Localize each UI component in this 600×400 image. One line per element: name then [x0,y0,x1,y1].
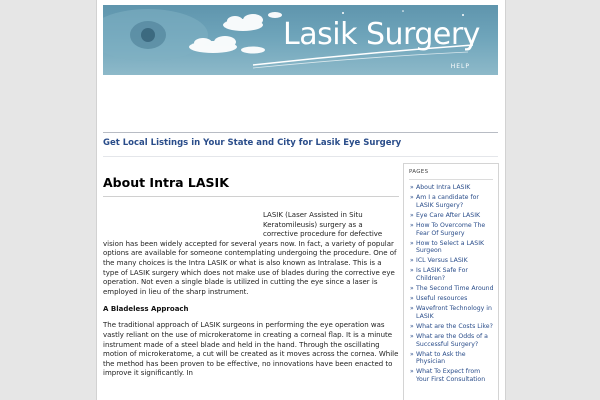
sidebar-item-label[interactable]: Am I a candidate for LASIK Surgery? [416,193,479,209]
sidebar-item-label[interactable]: ICL Versus LASIK [416,257,468,265]
sidebar-item[interactable] [410,351,494,367]
sidebar-item-label[interactable]: About Intra LASIK [416,184,471,191]
sidebar-item[interactable] [410,194,494,210]
sidebar-item-label[interactable]: What to Ask the Physician [416,350,466,366]
sidebar-item[interactable] [410,240,494,256]
bullet-icon: » [410,368,414,376]
sidebar-item[interactable] [410,222,494,238]
divider-top [103,132,498,133]
sidebar-item-label[interactable]: Wavefront Technology in LASIK [416,305,492,320]
page-container [96,0,506,400]
sidebar-heading: PAGES [409,169,429,175]
bullet-icon: » [410,184,414,191]
intro-paragraph: LASIK (Laser Assisted in Situ Keratomileusis) surgery as a corrective procedure for defective vision has been widely accepted for several years now. In fact, a variety of popular options are available for someone contemplating undergoing the procedure. One of the many choices is the Intra LASIK or what is also known as Intralase. This is a type of LASIK surgery which does not make use of blades during the corrective eye operation. Not even a single blade is utilized in cutting the eye since a laser is employed in lieu of the sharp instrument. [103,211,397,296]
sidebar-divider [409,179,493,180]
sidebar-item[interactable] [410,305,494,321]
sidebar-item[interactable] [410,257,494,265]
bullet-icon: » [410,322,414,330]
bullet-icon: » [410,332,414,340]
sidebar-item[interactable] [410,368,494,384]
sidebar-item-label[interactable]: Is LASIK Safe For Children? [416,267,468,283]
section-subheading: A Bladeless Approach [103,305,189,314]
sidebar-item-label[interactable]: How to Select a LASIK Surgeon [416,239,485,255]
sidebar-item-label[interactable]: Eye Care After LASIK [416,211,481,219]
sidebar-item-label[interactable]: The Second Time Around [416,285,494,293]
post-title[interactable]: About Intra LASIK [103,175,229,190]
bullet-icon: » [410,257,414,265]
bullet-icon: » [410,193,414,201]
bullet-icon: » [410,221,414,229]
sidebar-item-label[interactable]: What are the Costs Like? [416,322,493,330]
sidebar-item[interactable] [410,333,494,349]
bullet-icon: » [410,295,414,303]
sidebar-item[interactable] [410,267,494,283]
sidebar-item[interactable] [410,285,494,293]
body-paragraph: The traditional approach of LASIK surgeons in performing the eye operation was vastly reliant on the use of microkeratome in creating a corneal flap. It is a minute instrument made of a steel blade and held in the hand. Through the oscillating motion of microkeratome, a cut will be created as it moves across the cornea. While the method has been proven to be effective, no innovations have been enacted to improve it significantly. In [103,321,399,378]
site-title[interactable]: Lasik Surgery [283,17,480,52]
sidebar-list [404,184,498,384]
sidebar-item[interactable] [410,212,494,220]
sidebar-item[interactable] [410,184,494,192]
bullet-icon: » [410,285,414,293]
bullet-icon: » [410,350,414,358]
local-listings-link[interactable]: Get Local Listings in Your State and City for Lasik Eye Surgery [103,138,402,148]
sidebar-item[interactable] [410,323,494,331]
sidebar-item-label[interactable]: What are the Odds of a Successful Surgery? [416,332,488,348]
divider-bottom [103,156,498,157]
sidebar-item[interactable] [410,295,494,303]
ad-placeholder [103,197,263,233]
bullet-icon: » [410,211,414,219]
sidebar-item-label[interactable]: What To Expect from Your First Consultation [416,368,486,384]
bullet-icon: » [410,267,414,275]
sidebar-item-label[interactable]: How To Overcome The Fear Of Surgery [416,221,486,237]
sidebar-pages [403,163,499,400]
site-subtitle: HELP [450,63,470,70]
sidebar-item-label[interactable]: Useful resources [416,295,468,303]
bullet-icon: » [410,239,414,247]
header-banner[interactable] [103,5,498,75]
post-content [103,163,399,379]
bullet-icon: » [410,305,414,313]
